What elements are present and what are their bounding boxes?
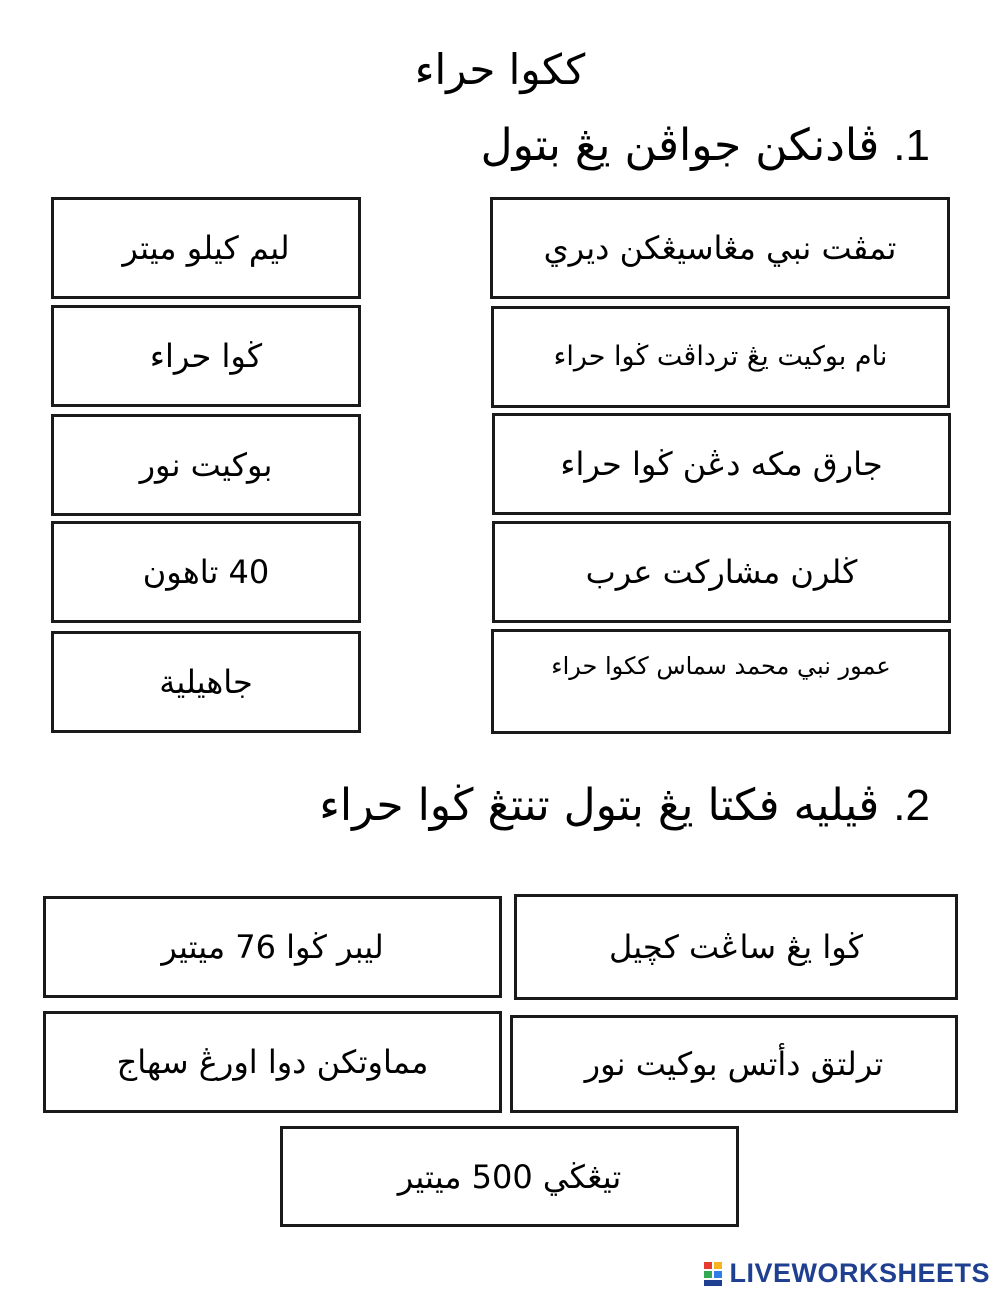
answer-box-1[interactable]: ليم كيلو ميتر xyxy=(51,197,361,299)
question-box-5: عمور نبي محمد سماس ككوا حراء xyxy=(491,629,951,734)
liveworksheets-icon xyxy=(703,1261,725,1287)
option-box-5[interactable]: تيڠڬي 500 ميتير xyxy=(280,1126,739,1227)
section-2-heading-text: ڤيليه فكتا يڠ بتول تنتڠ ڬوا حراء xyxy=(319,780,880,831)
section-2-number: 2. xyxy=(893,781,930,830)
question-box-2: نام بوکيت يڠ ترداڤت ڬوا حراء xyxy=(491,306,950,408)
answer-box-4[interactable]: 40 تاهون xyxy=(51,521,361,623)
answer-box-5[interactable]: جاهيلية xyxy=(51,631,361,733)
answer-box-2[interactable]: ڬوا حراء xyxy=(51,305,361,407)
option-box-2[interactable]: ليبر ڬوا 76 ميتير xyxy=(43,896,502,998)
option-box-1[interactable]: ڬوا يڠ ساڠت كچيل xyxy=(514,894,958,1000)
option-box-3[interactable]: ترلتق دأتس بوكيت نور xyxy=(510,1015,958,1113)
question-box-1: تمڤت نبي مڠاسيڠكن ديري xyxy=(490,197,950,299)
answer-box-3[interactable]: بوکيت نور xyxy=(51,414,361,516)
liveworksheets-logo xyxy=(703,1258,990,1289)
brand-text: LIVEWORKSHEETS xyxy=(729,1258,990,1288)
page-title: ككوا حراء xyxy=(414,45,586,94)
section-1-number: 1. xyxy=(893,121,930,170)
option-box-4[interactable]: مماوتكن دوا اورڠ سهاج xyxy=(43,1011,502,1113)
question-box-4: ڬلرن مشاركت عرب xyxy=(492,521,951,623)
section-1-heading-text: ڤادنكن جواڤن يڠ بتول xyxy=(480,120,880,171)
section-2-heading xyxy=(319,774,930,838)
question-box-3: جارق مكه دڠن ڬوا حراء xyxy=(492,413,951,515)
section-1-heading xyxy=(481,114,930,178)
